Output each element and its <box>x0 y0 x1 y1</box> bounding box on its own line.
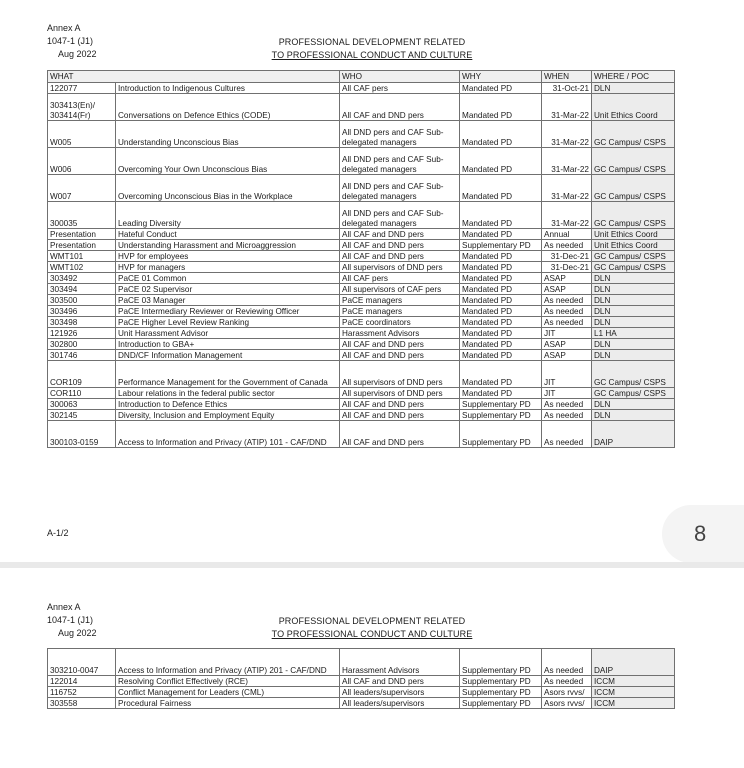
cell-when: As needed <box>542 649 592 676</box>
cell-who: All DND pers and CAF Sub-delegated managers <box>340 148 460 175</box>
cell-course: PaCE Higher Level Review Ranking <box>116 317 340 328</box>
cell-who: All DND pers and CAF Sub-delegated managers <box>340 121 460 148</box>
table-row <box>48 421 675 448</box>
reference-number: 1047-1 (J1) <box>47 36 94 46</box>
cell-when: 31-Mar-22 <box>542 175 592 202</box>
cell-where: ICCM <box>592 687 675 698</box>
cell-when: ASAP <box>542 339 592 350</box>
cell-code: 303494 <box>48 284 116 295</box>
cell-course: Introduction to GBA+ <box>116 339 340 350</box>
cell-when: 31-Mar-22 <box>542 94 592 121</box>
cell-who: All CAF and DND pers <box>340 94 460 121</box>
cell-where: ICCM <box>592 698 675 709</box>
cell-code: Presentation <box>48 229 116 240</box>
cell-why: Supplementary PD <box>460 687 542 698</box>
cell-where: ICCM <box>592 676 675 687</box>
cell-when: Annual <box>542 229 592 240</box>
table-row <box>48 202 675 229</box>
cell-where: DLN <box>592 295 675 306</box>
cell-when: 31-Mar-22 <box>542 202 592 229</box>
cell-where: Unit Ethics Coord <box>592 94 675 121</box>
cell-when: 31-Mar-22 <box>542 121 592 148</box>
cell-code: W006 <box>48 148 116 175</box>
cell-why: Mandated PD <box>460 94 542 121</box>
cell-where: DLN <box>592 273 675 284</box>
cell-when: As needed <box>542 676 592 687</box>
cell-code: 303210-0047 <box>48 649 116 676</box>
cell-why: Mandated PD <box>460 251 542 262</box>
table-row <box>48 83 675 94</box>
table-row <box>48 328 675 339</box>
table-row <box>48 410 675 421</box>
cell-who: All DND pers and CAF Sub-delegated managers <box>340 175 460 202</box>
cell-course: HVP for employees <box>116 251 340 262</box>
cell-who: All CAF and DND pers <box>340 240 460 251</box>
title-line-1: PROFESSIONAL DEVELOPMENT RELATED <box>278 37 466 47</box>
cell-who: PaCE managers <box>340 295 460 306</box>
cell-why: Mandated PD <box>460 284 542 295</box>
cell-code: COR109 <box>48 361 116 388</box>
header-why: WHY <box>460 71 542 83</box>
cell-when: As needed <box>542 240 592 251</box>
cell-when: ASAP <box>542 273 592 284</box>
cell-where: Unit Ethics Coord <box>592 229 675 240</box>
cell-course: Leading Diversity <box>116 202 340 229</box>
cell-code: WMT102 <box>48 262 116 273</box>
cell-code: 301746 <box>48 350 116 361</box>
cell-when: Asors rvvs/ <box>542 687 592 698</box>
table-row <box>48 94 675 121</box>
table-row <box>48 687 675 698</box>
table-row <box>48 361 675 388</box>
cell-code: W005 <box>48 121 116 148</box>
cell-where: DAIP <box>592 421 675 448</box>
cell-course: Introduction to Indigenous Cultures <box>116 83 340 94</box>
cell-who: All leaders/supervisors <box>340 698 460 709</box>
table-row <box>48 284 675 295</box>
table-row <box>48 251 675 262</box>
cell-who: All CAF pers <box>340 83 460 94</box>
cell-code: 122014 <box>48 676 116 687</box>
table-row <box>48 121 675 148</box>
cell-when: ASAP <box>542 284 592 295</box>
table-row <box>48 676 675 687</box>
cell-course: PaCE 03 Manager <box>116 295 340 306</box>
cell-code: 303413(En)/ 303414(Fr) <box>48 94 116 121</box>
cell-why: Mandated PD <box>460 121 542 148</box>
cell-why: Mandated PD <box>460 148 542 175</box>
table-row <box>48 148 675 175</box>
cell-when: As needed <box>542 306 592 317</box>
table-row <box>48 229 675 240</box>
cell-where: DAIP <box>592 649 675 676</box>
cell-where: DLN <box>592 317 675 328</box>
cell-why: Supplementary PD <box>460 240 542 251</box>
cell-where: GC Campus/ CSPS <box>592 388 675 399</box>
cell-code: Presentation <box>48 240 116 251</box>
table-row <box>48 649 675 676</box>
page-header-left <box>47 601 97 640</box>
table-row <box>48 399 675 410</box>
cell-code: COR110 <box>48 388 116 399</box>
annex-label: Annex A <box>47 602 81 612</box>
cell-code: 300035 <box>48 202 116 229</box>
cell-where: DLN <box>592 350 675 361</box>
table-row <box>48 388 675 399</box>
page-footer-code: A-1/2 <box>47 528 69 538</box>
cell-course: PaCE Intermediary Reviewer or Reviewing Officer <box>116 306 340 317</box>
cell-who: All DND pers and CAF Sub-delegated managers <box>340 202 460 229</box>
cell-code: 303500 <box>48 295 116 306</box>
cell-where: DLN <box>592 339 675 350</box>
cell-who: All CAF and DND pers <box>340 399 460 410</box>
cell-code: W007 <box>48 175 116 202</box>
cell-why: Mandated PD <box>460 202 542 229</box>
document-date: Aug 2022 <box>58 628 97 638</box>
cell-when: 31-Oct-21 <box>542 83 592 94</box>
cell-course: Procedural Fairness <box>116 698 340 709</box>
cell-where: Unit Ethics Coord <box>592 240 675 251</box>
document-title <box>260 36 484 62</box>
cell-who: PaCE coordinators <box>340 317 460 328</box>
cell-why: Mandated PD <box>460 295 542 306</box>
cell-course: Performance Management for the Government of Canada <box>116 361 340 388</box>
cell-why: Supplementary PD <box>460 421 542 448</box>
cell-code: 122077 <box>48 83 116 94</box>
cell-where: GC Campus/ CSPS <box>592 121 675 148</box>
cell-course: PaCE 02 Supervisor <box>116 284 340 295</box>
pd-table <box>47 70 675 448</box>
title-line-2: TO PROFESSIONAL CONDUCT AND CULTURE <box>271 629 473 639</box>
cell-course: Understanding Unconscious Bias <box>116 121 340 148</box>
cell-code: 300063 <box>48 399 116 410</box>
cell-who: All CAF and DND pers <box>340 421 460 448</box>
cell-who: All leaders/supervisors <box>340 687 460 698</box>
cell-who: All CAF and DND pers <box>340 229 460 240</box>
cell-where: DLN <box>592 306 675 317</box>
cell-why: Supplementary PD <box>460 676 542 687</box>
cell-why: Mandated PD <box>460 388 542 399</box>
table-row <box>48 295 675 306</box>
header-when: WHEN <box>542 71 592 83</box>
cell-course: Hateful Conduct <box>116 229 340 240</box>
cell-when: As needed <box>542 410 592 421</box>
cell-code: 303496 <box>48 306 116 317</box>
table-row <box>48 262 675 273</box>
cell-course: Labour relations in the federal public sector <box>116 388 340 399</box>
cell-why: Mandated PD <box>460 273 542 284</box>
table-row <box>48 317 675 328</box>
cell-course: Diversity, Inclusion and Employment Equity <box>116 410 340 421</box>
cell-code: WMT101 <box>48 251 116 262</box>
cell-course: DND/CF Information Management <box>116 350 340 361</box>
cell-who: Harassment Advisors <box>340 649 460 676</box>
document-title <box>260 615 484 641</box>
cell-why: Mandated PD <box>460 328 542 339</box>
title-line-2: TO PROFESSIONAL CONDUCT AND CULTURE <box>271 50 473 60</box>
cell-course: Understanding Harassment and Microaggression <box>116 240 340 251</box>
cell-where: GC Campus/ CSPS <box>592 175 675 202</box>
table-row <box>48 175 675 202</box>
table-row <box>48 240 675 251</box>
cell-why: Mandated PD <box>460 350 542 361</box>
cell-why: Mandated PD <box>460 361 542 388</box>
cell-when: As needed <box>542 295 592 306</box>
cell-course: Access to Information and Privacy (ATIP) 101 - CAF/DND <box>116 421 340 448</box>
cell-why: Mandated PD <box>460 229 542 240</box>
cell-who: All CAF and DND pers <box>340 676 460 687</box>
cell-code: 302145 <box>48 410 116 421</box>
cell-code: 300103-0159 <box>48 421 116 448</box>
table-row <box>48 273 675 284</box>
cell-course: Introduction to Defence Ethics <box>116 399 340 410</box>
cell-when: ASAP <box>542 350 592 361</box>
cell-who: Harassment Advisors <box>340 328 460 339</box>
cell-course: Unit Harassment Advisor <box>116 328 340 339</box>
cell-when: 31-Dec-21 <box>542 251 592 262</box>
header-who: WHO <box>340 71 460 83</box>
cell-when: As needed <box>542 317 592 328</box>
page-number-badge: 8 <box>662 505 744 563</box>
cell-where: GC Campus/ CSPS <box>592 361 675 388</box>
table-header-row <box>48 71 675 83</box>
cell-who: All supervisors of CAF pers <box>340 284 460 295</box>
cell-course: Overcoming Unconscious Bias in the Workplace <box>116 175 340 202</box>
table-row <box>48 306 675 317</box>
cell-when: JIT <box>542 328 592 339</box>
cell-why: Mandated PD <box>460 175 542 202</box>
cell-who: All CAF and DND pers <box>340 350 460 361</box>
cell-why: Mandated PD <box>460 339 542 350</box>
cell-code: 116752 <box>48 687 116 698</box>
cell-who: All CAF and DND pers <box>340 251 460 262</box>
cell-course: Resolving Conflict Effectively (RCE) <box>116 676 340 687</box>
header-what: WHAT <box>48 71 340 83</box>
cell-where: GC Campus/ CSPS <box>592 148 675 175</box>
document-date: Aug 2022 <box>58 49 97 59</box>
header-where: WHERE / POC <box>592 71 675 83</box>
cell-course: Access to Information and Privacy (ATIP) 201 - CAF/DND <box>116 649 340 676</box>
cell-when: 31-Dec-21 <box>542 262 592 273</box>
cell-why: Supplementary PD <box>460 649 542 676</box>
page-header-left <box>47 22 97 61</box>
reference-number: 1047-1 (J1) <box>47 615 94 625</box>
cell-code: 302800 <box>48 339 116 350</box>
cell-who: PaCE managers <box>340 306 460 317</box>
cell-why: Mandated PD <box>460 317 542 328</box>
cell-where: DLN <box>592 83 675 94</box>
document-page-2 <box>0 568 744 768</box>
cell-why: Supplementary PD <box>460 410 542 421</box>
cell-who: All supervisors of DND pers <box>340 388 460 399</box>
cell-course: Conversations on Defence Ethics (CODE) <box>116 94 340 121</box>
cell-when: JIT <box>542 361 592 388</box>
cell-why: Supplementary PD <box>460 399 542 410</box>
cell-when: As needed <box>542 421 592 448</box>
table-row <box>48 698 675 709</box>
cell-course: HVP for managers <box>116 262 340 273</box>
cell-when: 31-Mar-22 <box>542 148 592 175</box>
title-line-1: PROFESSIONAL DEVELOPMENT RELATED <box>278 616 466 626</box>
cell-where: DLN <box>592 284 675 295</box>
cell-code: 303558 <box>48 698 116 709</box>
cell-code: 303498 <box>48 317 116 328</box>
cell-where: GC Campus/ CSPS <box>592 262 675 273</box>
cell-who: All CAF and DND pers <box>340 339 460 350</box>
table-row <box>48 339 675 350</box>
cell-when: JIT <box>542 388 592 399</box>
cell-who: All CAF and DND pers <box>340 410 460 421</box>
cell-where: GC Campus/ CSPS <box>592 202 675 229</box>
cell-course: PaCE 01 Common <box>116 273 340 284</box>
cell-where: GC Campus/ CSPS <box>592 251 675 262</box>
cell-code: 121926 <box>48 328 116 339</box>
annex-label: Annex A <box>47 23 81 33</box>
cell-code: 303492 <box>48 273 116 284</box>
cell-why: Mandated PD <box>460 306 542 317</box>
pd-table-continued <box>47 648 675 709</box>
cell-who: All CAF pers <box>340 273 460 284</box>
cell-who: All supervisors of DND pers <box>340 262 460 273</box>
cell-when: As needed <box>542 399 592 410</box>
cell-who: All supervisors of DND pers <box>340 361 460 388</box>
cell-course: Conflict Management for Leaders (CML) <box>116 687 340 698</box>
cell-why: Mandated PD <box>460 83 542 94</box>
cell-why: Supplementary PD <box>460 698 542 709</box>
cell-when: Asors rvvs/ <box>542 698 592 709</box>
cell-where: DLN <box>592 410 675 421</box>
cell-where: L1 HA <box>592 328 675 339</box>
cell-course: Overcoming Your Own Unconscious Bias <box>116 148 340 175</box>
cell-why: Mandated PD <box>460 262 542 273</box>
cell-where: DLN <box>592 399 675 410</box>
table-row <box>48 350 675 361</box>
